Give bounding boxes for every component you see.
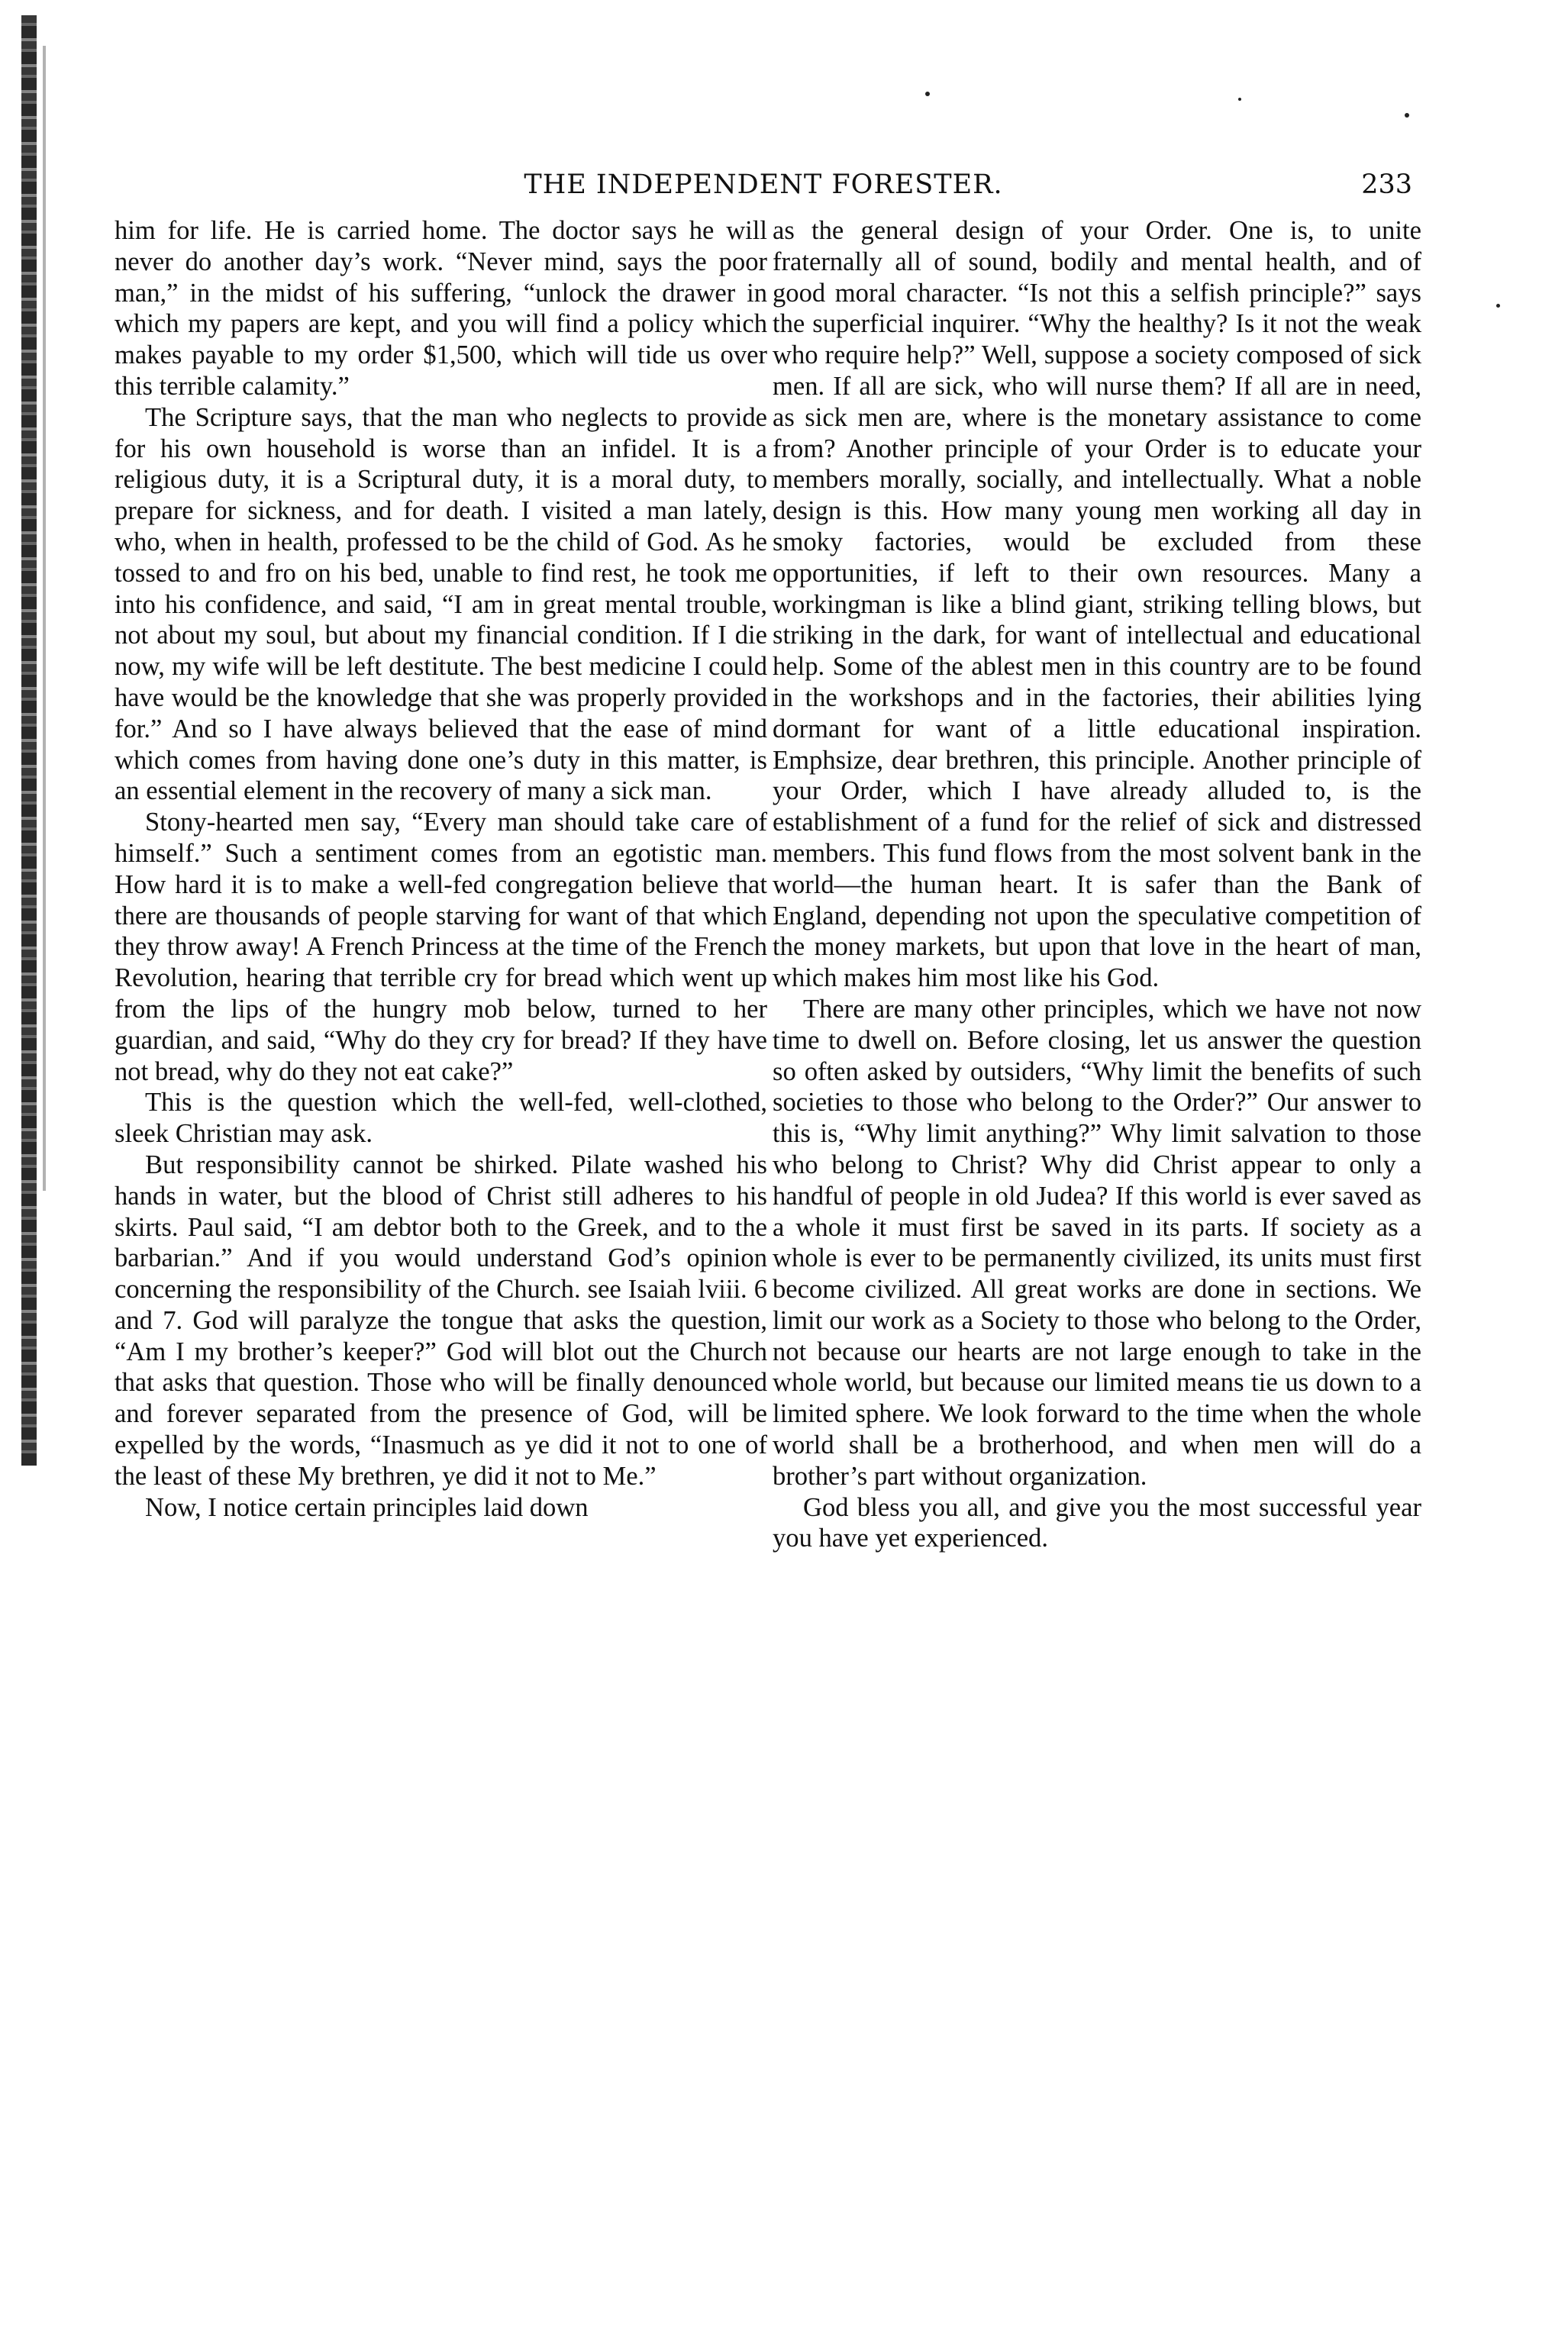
page-number: 233: [1361, 169, 1412, 200]
left-column: [115, 215, 767, 1523]
page-header: [115, 169, 1412, 203]
paragraph: him for life. He is carried home. The doctor says he will never do another day’s work. “Never mind, says the poor man,” in the midst of his suffering, “unlock the drawer in which my papers are kept, and you will find a policy which makes payable to my order $1,500, which will tide us over this terrible calamity.”: [115, 216, 767, 401]
ink-speck: [925, 92, 930, 96]
running-title: THE INDEPENDENT FORESTER.: [524, 169, 1003, 200]
ink-speck: [1238, 98, 1241, 101]
right-column: [773, 215, 1421, 1554]
ink-speck: [1496, 304, 1500, 308]
paragraph: This is the question which the well-fed, well-clothed, sleek Christian may ask.: [115, 1088, 767, 1149]
paragraph: There are many other principles, which we have not now time to dwell on. Before closing, let us answer the question so often asked by outsiders, “Why limit the benefits of such societies to those who belong to the Order?” Our answer to this is, “Why limit anything?” Why limit salvation to those who belong to Christ? Why did Christ appear to only a handful of people in old Judea? If this world is ever saved as a whole it must first be saved in its parts. If society as a whole is ever to be permanently civilized, its units must first become civilized. All great works are done in sections. We limit our work as a Society to those who belong to the Order, not because our hearts are not large enough to take in the whole world, but because our limited means tie us down to a limited sphere. We look forward to the time when the whole world shall be a brotherhood, and when men will do a brother’s part without organization.: [773, 994, 1421, 1491]
binding-shadow: [43, 46, 46, 1191]
ink-speck: [1405, 113, 1409, 118]
paragraph: The Scripture says, that the man who neglects to provide for his own household is worse than an infidel. It is a religious duty, it is a Scriptural duty, it is a moral duty, to prepare for sickness, and for death. I visited a man lately, who, when in health, professed to be the child of God. As he tossed to and fro on his bed, unable to find rest, he took me into his confidence, and said, “I am in great mental trouble, not about my soul, but about my financial condition. If I die now, my wife will be left destitute. The best medicine I could have would be the knowledge that she was properly provided for.” And so I have always believed that the ease of mind which comes from having done one’s duty in this matter, is an essential element in the recovery of many a sick man.: [115, 402, 767, 806]
paragraph: God bless you all, and give you the most successful year you have yet experienced.: [773, 1492, 1421, 1553]
paragraph: as the general design of your Order. One is, to unite fraternally all of sound, bodily and mental health, and of good moral character. “Is not this a selfish principle?” says the superficial inquirer. “Why the healthy? Is it not the weak who require help?” Well, suppose a society composed of sick men. If all are sick, who will nurse them? If all are in need, as sick men are, where is the monetary assistance to come from? Another principle of your Order is to educate your members morally, socially, and intellectually. What a noble design is this. How many young men working all day in smoky factories, would be excluded from these opportunities, if left to their own resources. Many a workingman is like a blind giant, striking telling blows, but striking in the dark, for want of intellectual and educational help. Some of the ablest men in this country are to be found in the workshops and in the factories, their abilities lying dormant for want of a little educational inspiration. Emphsize, dear brethren, this principle. Another principle of your Order, which I have already alluded to, is the establishment of a fund for the relief of sick and distressed members. This fund flows from the most solvent bank in the world—the human heart. It is safer than the Bank of England, depending not upon the speculative competition of the money markets, but upon that love in the heart of man, which makes him most like his God.: [773, 216, 1421, 993]
paragraph: But responsibility cannot be shirked. Pilate washed his hands in water, but the blood of Christ still adheres to his skirts. Paul said, “I am debtor both to the Greek, and to the barbarian.” And if you would understand God’s opinion concerning the responsibility of the Church. see Isaiah lviii. 6 and 7. God will paralyze the tongue that asks the question, “Am I my brother’s keeper?” God will blot out the Church that asks that question. Those who will be finally denounced and forever separated from the presence of God, will be expelled by the words, “Inasmuch as ye did it not to one of the least of these My brethren, ye did it not to Me.”: [115, 1150, 767, 1491]
paragraph: Now, I notice certain principles laid down: [145, 1492, 589, 1522]
binding-edge: [21, 15, 37, 1466]
paragraph: Stony-hearted men say, “Every man should take care of himself.” Such a sentiment comes from an egotistic man. How hard it is to make a well-fed congregation believe that there are thousands of people starving for want of that which they throw away! A French Princess at the time of the French Revolution, hearing that terrible cry for bread which went up from the lips of the hungry mob below, turned to her guardian, and said, “Why do they cry for bread? If they have not bread, why do they not eat cake?”: [115, 808, 767, 1086]
